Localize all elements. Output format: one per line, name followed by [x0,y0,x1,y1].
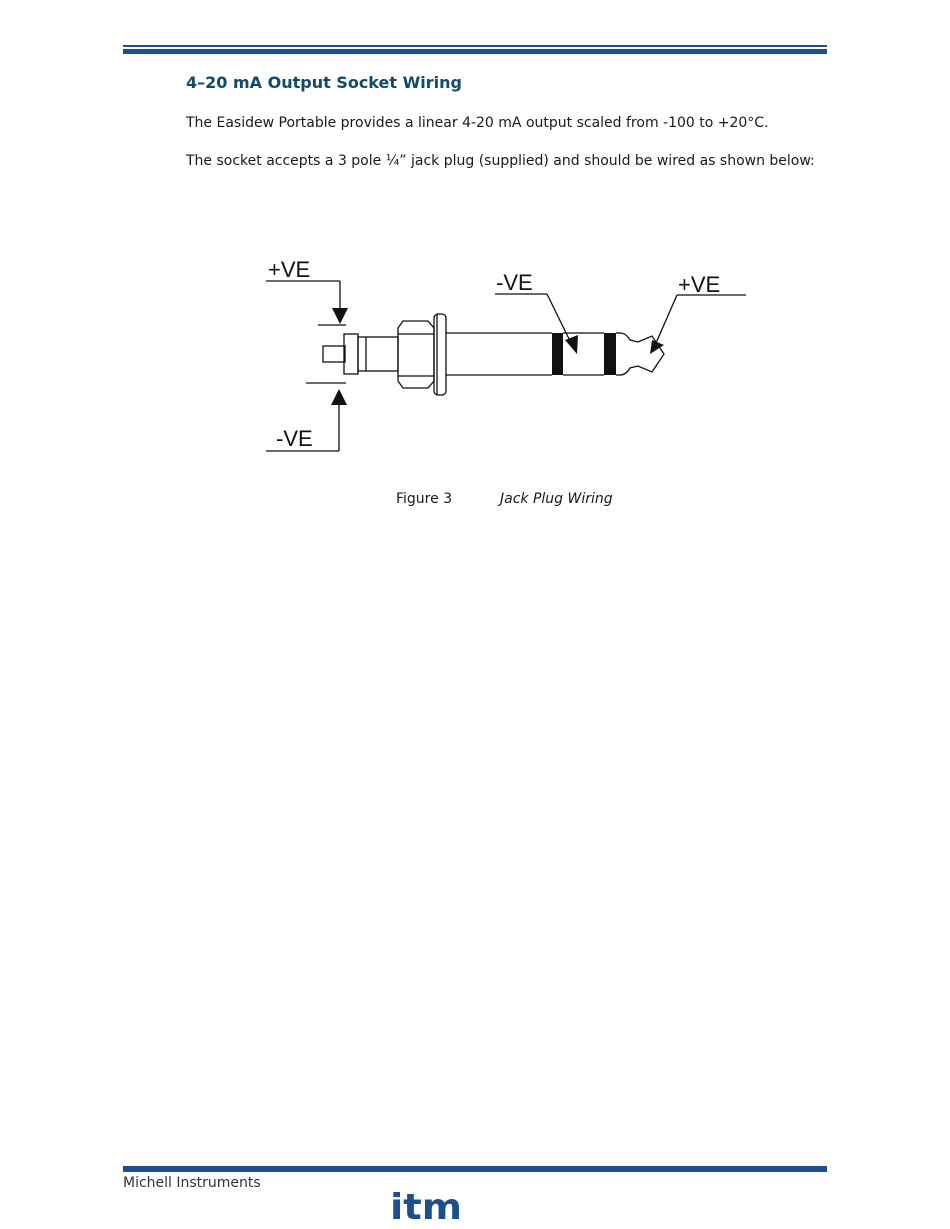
footer-rule [123,1166,827,1172]
label-socket-negative: -VE [276,426,313,451]
wiring-paragraph: The socket accepts a 3 pole ¼” jack plug (supplied) and should be wired as shown below: [186,153,815,169]
figure-title: Jack Plug Wiring [500,491,613,507]
insulator-band-1 [552,333,563,375]
arrow-ring-negative-icon [565,335,578,354]
label-tip-positive: +VE [678,272,721,297]
itm-logo [390,1190,464,1222]
logo-text: itm [390,1190,462,1222]
label-socket-positive: +VE [268,257,311,282]
figure-caption [396,491,613,507]
arrow-socket-positive-icon [332,308,348,324]
intro-paragraph: The Easidew Portable provides a linear 4-20 mA output scaled from -100 to +20°C. [186,115,769,131]
figure-number: Figure 3 [396,491,453,507]
jack-plug-diagram [0,0,950,530]
insulator-band-2 [604,333,616,375]
label-ring-negative: -VE [496,270,533,295]
arrow-socket-negative-icon [331,389,347,405]
footer-company: Michell Instruments [123,1175,261,1187]
section-heading: 4–20 mA Output Socket Wiring [186,73,462,92]
